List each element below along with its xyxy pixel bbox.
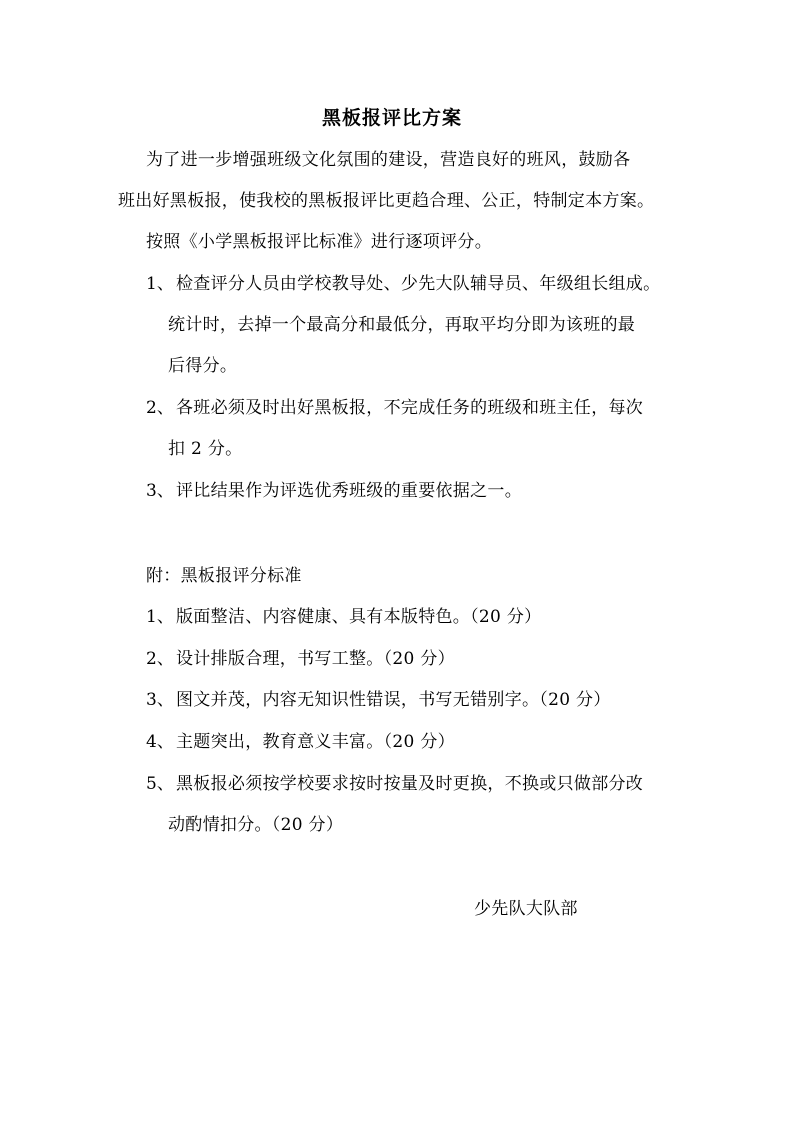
intro-line-1: 为了进一步增强班级文化氛围的建设，营造良好的班风，鼓励各 (146, 150, 631, 170)
rule-3-number: 3、 (146, 481, 174, 501)
intro-line-2: 班出好黑板报，使我校的黑板报评比更趋合理、公正，特制定本方案。 (118, 191, 655, 211)
criteria-4-number: 4、 (146, 732, 174, 752)
criteria-1-line-1: 版面整洁、内容健康、具有本版特色。（20 分） (176, 607, 542, 627)
intro-line-3: 按照《小学黑板报评比标准》进行逐项评分。 (146, 232, 492, 252)
criteria-2-number: 2、 (146, 649, 174, 669)
rule-1-line-2: 统计时，去掉一个最高分和最低分，再取平均分即为该班的最 (168, 315, 636, 335)
criteria-5-line-2: 动酌情扣分。（20 分） (168, 815, 344, 835)
appendix-title: 附：黑板报评分标准 (146, 566, 302, 586)
criteria-4-line-1: 主题突出，教育意义丰富。（20 分） (176, 732, 455, 752)
rule-2-line-1: 各班必须及时出好黑板报，不完成任务的班级和班主任，每次 (176, 398, 644, 418)
signature: 少先队大队部 (474, 899, 578, 919)
criteria-3-line-1: 图文并茂，内容无知识性错误，书写无错别字。（20 分） (176, 690, 611, 710)
rule-1-number: 1、 (146, 274, 174, 294)
criteria-5-line-1: 黑板报必须按学校要求按时按量及时更换，不换或只做部分改 (176, 774, 644, 794)
rule-1-line-3: 后得分。 (168, 356, 238, 376)
rule-1-line-1: 检查评分人员由学校教导处、少先大队辅导员、年级组长组成。 (176, 274, 661, 294)
rule-3-line-1: 评比结果作为评选优秀班级的重要依据之一。 (176, 481, 522, 501)
rule-2-line-2: 扣 2 分。 (168, 439, 243, 459)
document-title: 黑板报评比方案 (322, 107, 463, 129)
rule-2-number: 2、 (146, 398, 174, 418)
criteria-2-line-1: 设计排版合理，书写工整。（20 分） (176, 649, 455, 669)
criteria-1-number: 1、 (146, 607, 174, 627)
criteria-5-number: 5、 (146, 774, 174, 794)
criteria-3-number: 3、 (146, 690, 174, 710)
